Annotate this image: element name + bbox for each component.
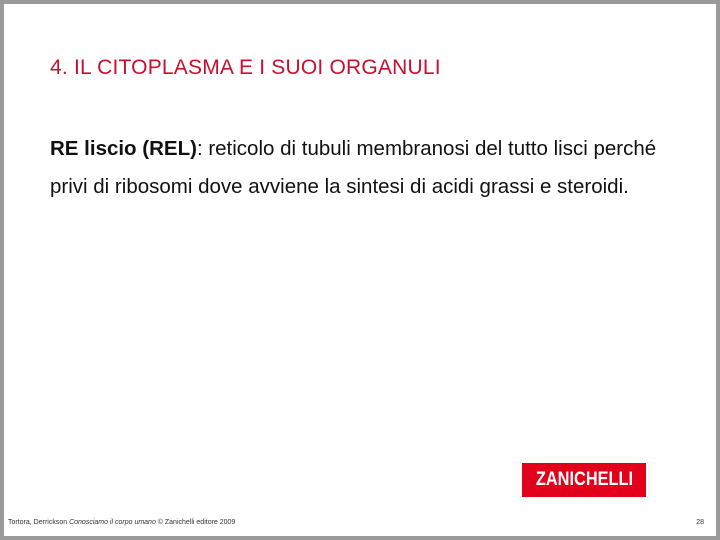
footer-publisher: © Zanichelli editore 2009: [155, 519, 236, 526]
zanichelli-logo: [522, 463, 646, 497]
slide: [4, 4, 716, 536]
logo-text: ZANICHELLI: [535, 469, 633, 490]
slide-body-text: [50, 130, 670, 206]
body-term: RE liscio (REL): [50, 137, 197, 160]
body-definition: : reticolo di tubuli membranosi del tutto lisci perché privi di ribosomi dove avviene la sintesi di acidi grassi e steroidi.: [50, 137, 657, 198]
slide-title: 4. IL CITOPLASMA E I SUOI ORGANULI: [50, 56, 441, 79]
footer-authors: Tortora, Derrickson: [8, 519, 70, 526]
footer-credit: [8, 519, 235, 526]
page-number: 28: [696, 519, 704, 526]
footer-book-title: Conosciamo il corpo umano: [69, 519, 156, 526]
